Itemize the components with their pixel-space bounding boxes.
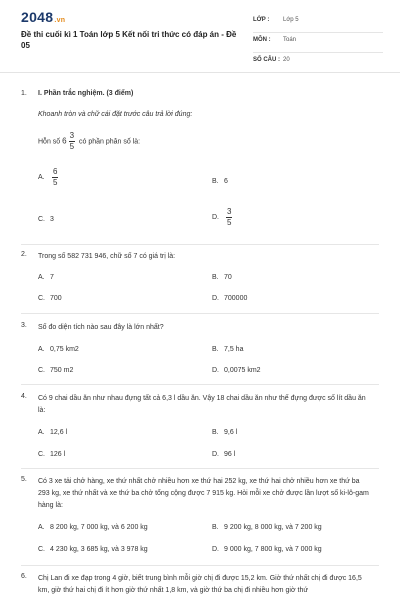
option-label: D. [212,295,219,302]
option-d[interactable] [212,207,234,228]
option-a[interactable] [38,524,148,531]
meta-row-question-count [253,53,383,72]
mixed-number-whole: 6 [62,136,67,146]
question-number: 3. [21,322,27,329]
option-text: 750 m2 [50,367,74,374]
meta-info-box [253,13,383,72]
meta-key: MÔN : [253,37,271,43]
option-fraction [52,167,58,188]
option-text: 7 [50,274,54,281]
option-label: A. [38,524,45,531]
option-d[interactable] [212,451,235,458]
option-text: 8 200 kg, 7 000 kg, và 6 200 kg [50,524,148,531]
option-label: B. [212,429,219,436]
option-text: 3 [50,216,54,223]
meta-key: LỚP : [253,17,270,23]
question-stem: I. Phần trắc nghiệm. (3 điểm) [38,90,134,97]
fraction-numerator: 6 [53,167,58,176]
option-a[interactable] [38,429,67,436]
option-text: 12,6 l [50,429,68,436]
option-label: C. [38,451,45,458]
option-c[interactable] [38,451,65,458]
option-c[interactable] [38,367,73,374]
fraction-numerator: 3 [227,207,232,216]
option-a[interactable] [38,167,60,188]
option-b[interactable] [212,178,228,185]
option-label: D. [212,367,219,374]
question-divider [21,565,379,566]
option-label: B. [212,346,219,353]
option-text: 0,0075 km2 [224,367,261,374]
option-label: A. [38,429,45,436]
logo-main-text: 2048 [21,9,54,25]
option-text: 700000 [224,295,248,302]
fraction-denominator: 5 [227,218,232,227]
option-label: B. [212,524,219,531]
meta-value: Lớp 5 [283,17,299,23]
option-c[interactable] [38,295,62,302]
option-text: 7,5 ha [224,346,244,353]
mixed-number-fraction [69,131,75,152]
option-text: 126 l [50,451,66,458]
document-header [0,0,400,73]
sub-stem-suffix: có phần phân số là: [79,138,141,146]
option-text: 96 l [224,451,236,458]
option-a[interactable] [38,346,79,353]
fraction-denominator: 5 [69,142,75,151]
question-number: 4. [21,393,27,400]
question-divider [21,244,379,245]
question-divider [21,384,379,385]
question-divider [21,313,379,314]
meta-row-subject [253,33,383,53]
fraction-numerator: 3 [69,131,75,140]
question-sub-stem [38,131,373,152]
option-label: C. [38,295,45,302]
option-label: B. [212,178,219,185]
option-b[interactable] [212,346,243,353]
option-label: C. [38,216,45,223]
question-number: 5. [21,476,27,483]
option-text: 70 [224,274,232,281]
question-divider [21,468,379,469]
fraction-denominator: 5 [53,178,58,187]
option-label: B. [212,274,219,281]
option-c[interactable] [38,546,148,553]
question-stem: Có 3 xe tải chở hàng, xe thứ nhất chở nhiều hơn xe thứ hai 252 kg, xe thứ hai chở nhiều hơn xe thứ ba 293 kg, xe thứ nhất và xe thứ ba chở tổng cộng được 7 915 kg. Hỏi mỗi xe chở được lần lượt số ki-lô-gam hàng là: [38,478,369,509]
option-text: 0,75 km2 [50,346,79,353]
option-label: D. [212,546,219,553]
question-number: 6. [21,573,27,580]
meta-value: Toán [283,37,297,43]
option-fraction [226,207,232,228]
option-c[interactable] [38,216,54,223]
question-stem: Trong số 582 731 946, chữ số 7 có giá trị là: [38,253,176,260]
option-text: 9,6 l [224,429,238,436]
sub-stem-prefix: Hỗn số [38,138,61,146]
option-d[interactable] [212,295,247,302]
option-label: D. [212,214,219,222]
site-logo[interactable] [21,9,65,25]
option-label: D. [212,451,219,458]
option-b[interactable] [212,274,232,281]
question-instruction: Khoanh tròn và chữ cái đặt trước câu trả lời đúng: [38,111,193,118]
question-number: 1. [21,90,27,97]
document-title: Đề thi cuối kì 1 Toán lớp 5 Kết nối tri thức có đáp án - Đề 05 [21,30,237,50]
option-b[interactable] [212,429,237,436]
meta-key: SỐ CÂU : [253,57,280,63]
option-text: 700 [50,295,62,302]
option-label: C. [38,546,45,553]
question-stem: Số đo diện tích nào sau đây là lớn nhất? [38,324,164,331]
meta-row-class [253,13,383,33]
option-label: C. [38,367,45,374]
logo-suffix-text: .vn [54,17,66,24]
question-stem: Chị Lan đi xe đạp trong 4 giờ, biết trung bình mỗi giờ chị đi được 15,2 km. Giờ thứ nhất chị đi được 16,5 km, giờ thứ hai chị đi ít hơn giờ thứ nhất 1,8 km, và giờ thứ ba chị đi nhiều hơn giờ thứ [38,575,362,594]
option-text: 9 200 kg, 8 000 kg, và 7 200 kg [224,524,322,531]
option-d[interactable] [212,367,261,374]
option-text: 6 [224,178,228,185]
option-label: A. [38,274,45,281]
option-label: A. [38,346,45,353]
option-b[interactable] [212,524,322,531]
option-text: 9 000 kg, 7 800 kg, và 7 000 kg [224,546,322,553]
option-label: A. [38,174,45,182]
question-stem: Có 9 chai dầu ăn như nhau đựng tất cả 6,3 l dầu ăn. Vậy 18 chai dầu ăn như thế đựng được số lít dầu ăn là: [38,395,366,414]
option-d[interactable] [212,546,322,553]
meta-value: 20 [283,57,290,63]
option-text: 4 230 kg, 3 685 kg, và 3 978 kg [50,546,148,553]
question-number: 2. [21,251,27,258]
option-a[interactable] [38,274,54,281]
